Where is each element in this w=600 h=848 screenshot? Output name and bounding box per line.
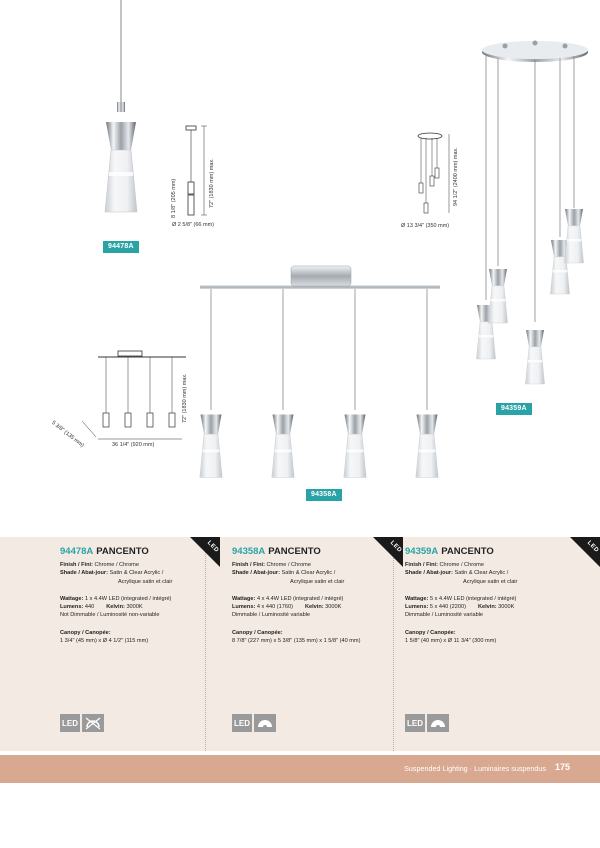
footer-section-title: Suspended Lighting · Luminaires suspendus [404,764,546,773]
dimming-line: Dimmable / Luminosité variable [232,612,311,619]
product-spec-band [0,537,600,751]
canopy-label: Canopy / Canopée: [232,629,283,636]
dim-height-94359a: 94 1/2" (2400 mm) max. [453,147,459,206]
feature-icons-94358a [232,714,276,732]
dimmable-icon [427,714,449,732]
pendant-image-94358a [195,260,455,485]
shade-line: Shade / Abat-jour: Satin & Clear Acrylic / [232,570,336,577]
led-corner-badge: LED [363,537,403,577]
dim-height-94478a: 72" (1830 mm) max. [209,158,215,208]
pendant-image-94478a [96,0,146,235]
canopy-label: Canopy / Canopée: [405,629,456,636]
product-name: PANCENTO [268,546,321,557]
dimmable-icon [254,714,276,732]
finish-line: Finish / Fini: Chrome / Chrome [405,562,484,568]
led-corner-badge: LED [180,537,220,577]
dimming-line: Dimmable / Luminosité variable [405,612,484,619]
shade-line: Shade / Abat-jour: Satin & Clear Acrylic / [60,570,164,577]
dim-height-94358a: 72" (1830 mm) max. [182,373,188,423]
led-icon: LED [405,714,425,732]
lumens-line: Lumens: 440 Kelvin: 3000K [60,604,143,611]
dim-diameter-94478a: Ø 2 5/8" (66 mm) [172,222,214,228]
wattage-line: Wattage: 5 x 4.4W LED (integrated / intégré) [405,595,517,602]
page-number: 175 [554,762,570,772]
finish-line: Finish / Fini: Chrome / Chrome [232,562,311,568]
pendant-image-94359a [450,30,590,395]
dimming-line: Not Dimmable / Luminosité non-variable [60,612,160,619]
product-heading [405,546,575,557]
product-code: 94478A [60,546,94,557]
shade-line-fr: Acrylique satin et clair [290,578,345,585]
figure-tag-94358a: 94358A [306,489,342,501]
dim-depth-94358a: 5 3/8" (135 mm) [50,420,85,449]
not-dimmable-icon [82,714,104,732]
product-code: 94358A [232,546,266,557]
led-corner-badge: LED [560,537,600,577]
lumens-line: Lumens: 5 x 440 (2200) Kelvin: 3000K [405,604,515,611]
dim-width-94358a: 36 1/4" (920 mm) [112,442,155,448]
canopy-value: 1 5/8" (40 mm) x Ø 11 3/4" (300 mm) [405,638,497,645]
dim-shade-94478a: 8 1/8" (205 mm) [171,178,177,218]
product-code: 94359A [405,546,439,557]
product-name: PANCENTO [441,546,494,557]
finish-line: Finish / Fini: Chrome / Chrome [60,562,139,568]
footer-band [0,755,600,783]
figure-94478a [0,0,240,260]
dimension-drawing-94359a [405,128,455,223]
dimension-drawing-94478a [180,122,210,232]
dimension-drawing-94358a [58,345,188,445]
lumens-line: Lumens: 4 x 440 (1760) Kelvin: 3000K [232,604,342,611]
figure-tag-94478a: 94478A [103,241,139,253]
feature-icons-94478a [60,714,104,732]
wattage-line: Wattage: 1 x 4.4W LED (integrated / intégré) [60,595,172,602]
canopy-value: 1 3/4" (45 mm) x Ø 4 1/2" (115 mm) [60,638,149,645]
wattage-line: Wattage: 4 x 4.4W LED (integrated / intégré) [232,595,344,602]
canopy-label: Canopy / Canopée: [60,629,111,636]
figure-tag-94359a: 94359A [496,403,532,415]
product-name: PANCENTO [96,546,149,557]
shade-line: Shade / Abat-jour: Satin & Clear Acrylic / [405,570,509,577]
product-card-94359a [405,546,575,645]
feature-icons-94359a [405,714,449,732]
shade-line-fr: Acrylique satin et clair [463,578,518,585]
canopy-value: 8 7/8" (227 mm) x 5 3/8" (135 mm) x 1 5/8" (40 mm) [232,638,361,645]
figure-94358a [40,260,460,510]
led-icon: LED [60,714,80,732]
led-icon: LED [232,714,252,732]
dim-diameter-94359a: Ø 13 3/4" (350 mm) [401,223,450,229]
shade-line-fr: Acrylique satin et clair [118,578,173,585]
